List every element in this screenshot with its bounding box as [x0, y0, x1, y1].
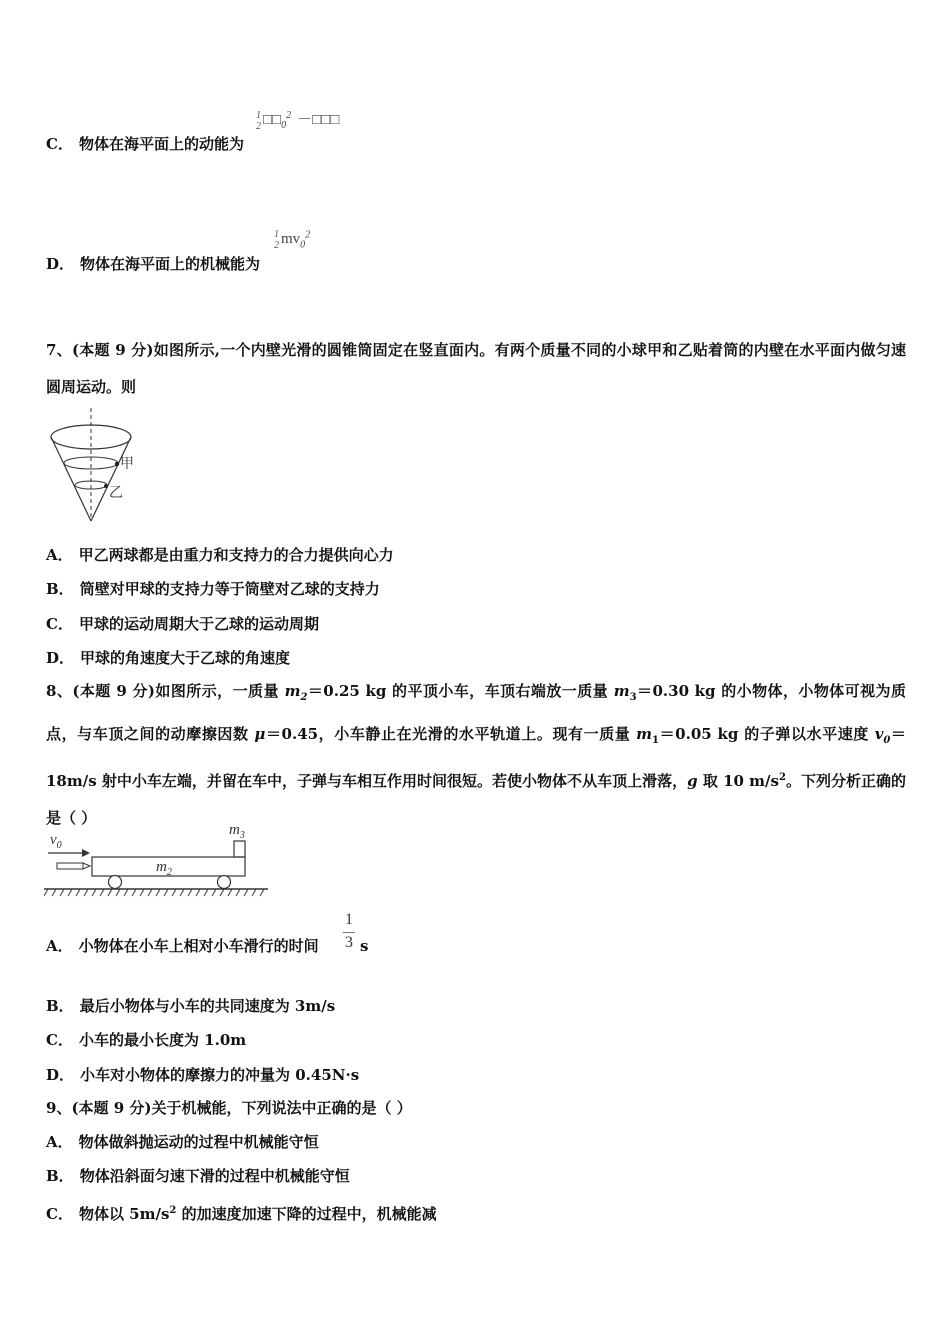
- cone-wall-left: [51, 437, 91, 521]
- q7-stem: 7、(本题 9 分)如图所示,一个内壁光滑的圆锥筒固定在竖直面内。有两个质量不同的小球甲和乙贴着筒的内壁在水平面内做匀速圆周运动。则: [46, 341, 907, 396]
- label-jia: 甲: [120, 457, 134, 472]
- q8-a-unit: s: [360, 937, 369, 955]
- q6-c-formula: 1 2 $□□_0^2$ －□□□: [256, 109, 340, 132]
- q9-option-c: C． 物体以 $5m/s^2$ 的加速度加速下降的过程中，机械能减: [46, 1205, 437, 1223]
- q8-option-a: A． 小物体在小车上相对小车滑行的时间: [46, 937, 319, 955]
- bullet-tip: [83, 863, 90, 869]
- option-text: 物体在海平面上的机械能为: [80, 255, 261, 273]
- q7-option-d: D． 甲球的角速度大于乙球的角速度: [46, 649, 291, 667]
- q8-stem: 8、(本题 9 分)如图所示，一质量 $m_2=0.25$ kg 的平顶小车，车顶右端放一质量 $m_3=0.30$ kg 的小物体，小物体可视为质点，与车顶之间的动摩擦因数 μ＝0.45，小车静止在光滑的水平轨道上。现有一质量 $m_1=0.05$ kg 的子弹以水平速度 $v_0=18m/s$ 射中小车左端，并留在车中，子弹与车相互作用时间很短。若使小物体不从车顶上滑落，g 取 10 $m/s^2$。下列分析正确的是（ ）: [46, 682, 906, 827]
- cone-wall-right: [91, 437, 131, 521]
- q9-stem: 9、(本题 9 分)关于机械能，下列说法中正确的是（ ）: [46, 1099, 412, 1117]
- q6-option-c: [46, 134, 244, 154]
- label-m2: $m_2$: [156, 859, 172, 878]
- velocity-arrowhead: [82, 849, 90, 857]
- ground-hatching: [44, 889, 264, 896]
- option-label: C．: [46, 135, 73, 153]
- ball-yi: [104, 484, 108, 488]
- q7-cone-figure: [46, 404, 146, 524]
- q7-option-b: B． 筒壁对甲球的支持力等于筒壁对乙球的支持力: [46, 580, 380, 598]
- label-m3: $m_3$: [229, 822, 245, 841]
- q9-option-a: A． 物体做斜抛运动的过程中机械能守恒: [46, 1133, 319, 1151]
- label-yi: 乙: [109, 486, 123, 501]
- ball-jia: [115, 462, 119, 466]
- q8-option-d: D． 小车对小物体的摩擦力的冲量为 0.45N·s: [46, 1066, 360, 1084]
- fraction: 1 2: [274, 229, 279, 251]
- bullet: [57, 863, 83, 869]
- label-v0: $v_0$: [50, 832, 62, 851]
- wheel-left: [109, 876, 122, 889]
- q7-option-a: A． 甲乙两球都是由重力和支持力的合力提供向心力: [46, 546, 394, 564]
- q7-option-c: C． 甲球的运动周期大于乙球的运动周期: [46, 615, 319, 633]
- q6-d-formula: 1 2 $mv_0^2$: [274, 229, 311, 251]
- fraction: 1 2: [256, 109, 261, 132]
- q8-option-b: B． 最后小物体与小车的共同速度为 3m/s: [46, 997, 336, 1015]
- q6-option-d: [46, 254, 260, 274]
- option-text: 物体在海平面上的动能为: [78, 135, 244, 153]
- q8-cart-figure: [44, 820, 274, 900]
- wheel-right: [218, 876, 231, 889]
- option-label: D．: [46, 255, 75, 273]
- q8-a-fraction: 1 3: [345, 911, 353, 951]
- q8-option-c: C． 小车的最小长度为 1.0m: [46, 1031, 247, 1049]
- q9-option-b: B． 物体沿斜面匀速下滑的过程中机械能守恒: [46, 1167, 350, 1185]
- small-block-m3: [234, 841, 245, 857]
